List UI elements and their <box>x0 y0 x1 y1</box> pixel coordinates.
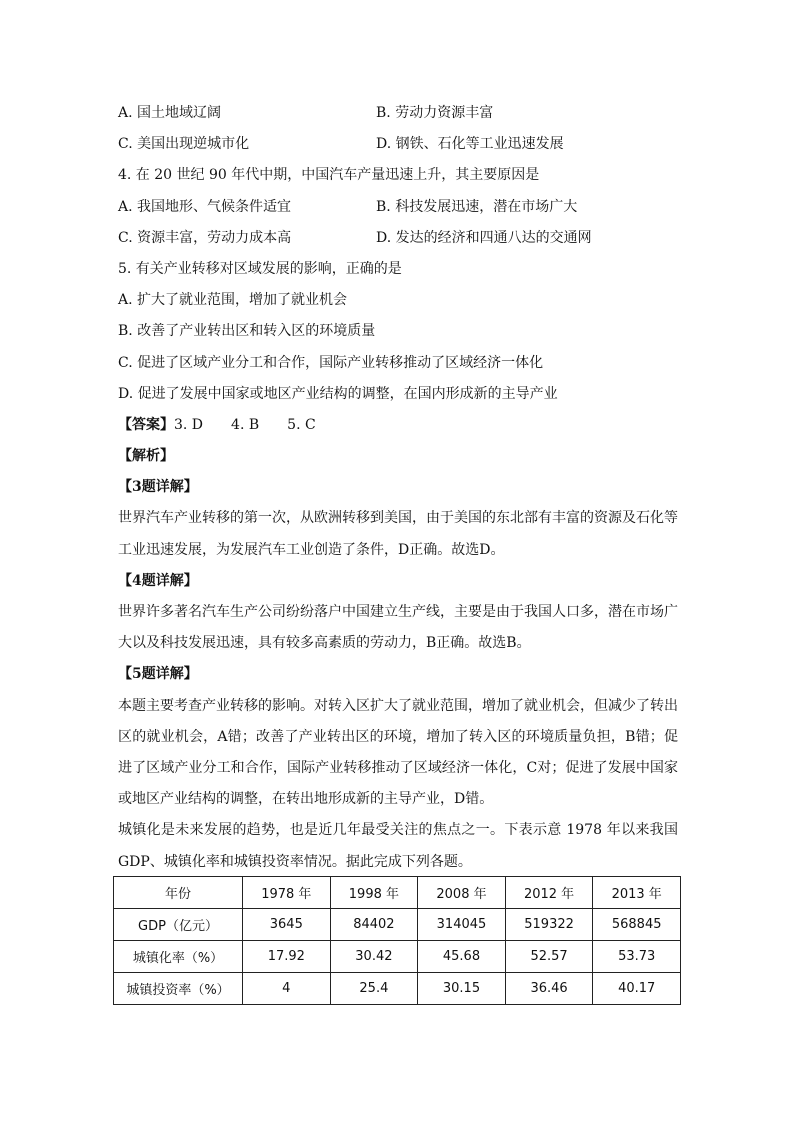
q4-stem: 4. 在 20 世纪 90 年代中期，中国汽车产量迅速上升，其主要原因是 <box>118 167 540 184</box>
q4-option-b: B. 科技发展迅速，潜在市场广大 <box>376 198 578 215</box>
table-cell: 568845 <box>593 909 681 941</box>
answer-line <box>118 410 684 441</box>
document-page <box>118 98 684 878</box>
table-row <box>114 941 681 973</box>
table-cell: GDP（亿元） <box>114 909 243 941</box>
q3-options-row-2 <box>118 129 684 160</box>
q5-option-a: A. 扩大了就业范围，增加了就业机会 <box>118 292 348 309</box>
table-cell: 53.73 <box>593 941 681 973</box>
detail-3-label: 【3题详解】 <box>118 479 198 496</box>
table-cell: 30.42 <box>330 941 418 973</box>
table-cell: 25.4 <box>330 973 418 1005</box>
table-cell: 36.46 <box>505 973 593 1005</box>
table-row <box>114 909 681 941</box>
q4-options-row-2 <box>118 223 684 254</box>
q5-option-c: C. 促进了区域产业分工和合作，国际产业转移推动了区域经济一体化 <box>118 354 544 371</box>
detail-5-text: 本题主要考查产业转移的影响。对转入区扩大了就业范围，增加了就业机会，但减少了转出区的就业机会，A错；改善了产业转出区的环境，增加了转入区的环境质量负担，B错；促进了区域产业分工和合作，国际产业转移推动了区域经济一体化，C对；促进了发展中国家或地区产业结构的调整，在转出地形成新的主导产业，D错。 <box>118 697 678 808</box>
q5-stem: 5. 有关产业转移对区域发展的影响，正确的是 <box>118 260 402 277</box>
detail-4-text: 世界许多著名汽车生产公司纷纷落户中国建立生产线，主要是由于我国人口多，潜在市场广大以及科技发展迅速，具有较多高素质的劳动力，B正确。故选B。 <box>118 604 678 652</box>
table-cell: 84402 <box>330 909 418 941</box>
answer-5: 5. C <box>287 416 316 433</box>
table-cell: 519322 <box>505 909 593 941</box>
q5-option-d: D. 促进了发展中国家或地区产业结构的调整，在国内形成新的主导产业 <box>118 385 558 402</box>
table-cell: 4 <box>243 973 331 1005</box>
table-cell: 30.15 <box>418 973 506 1005</box>
q4-option-c: C. 资源丰富，劳动力成本高 <box>118 229 292 246</box>
table-cell: 314045 <box>418 909 506 941</box>
q3-option-c: C. 美国出现逆城市化 <box>118 136 250 153</box>
data-table <box>113 876 681 1005</box>
q3-option-b: B. 劳动力资源丰富 <box>376 105 494 121</box>
table-cell: 40.17 <box>593 973 681 1005</box>
table-cell: 17.92 <box>243 941 331 973</box>
table-cell: 2013 年 <box>593 877 681 909</box>
intro-paragraph: 城镇化是未来发展的趋势，也是近几年最受关注的焦点之一。下表示意 1978 年以来我国GDP、城镇化率和城镇投资率情况。据此完成下列各题。 <box>118 822 678 870</box>
table-cell: 城镇化率（%） <box>114 941 243 973</box>
detail-5-label: 【5题详解】 <box>118 666 198 683</box>
q5-option-b: B. 改善了产业转出区和转入区的环境质量 <box>118 323 376 340</box>
table-header-row <box>114 877 681 909</box>
q4-option-d: D. 发达的经济和四通八达的交通网 <box>376 229 592 246</box>
table-cell: 2012 年 <box>505 877 593 909</box>
detail-3-text: 世界汽车产业转移的第一次，从欧洲转移到美国，由于美国的东北部有丰富的资源及石化等工业迅速发展，为发展汽车工业创造了条件，D正确。故选D。 <box>118 510 678 558</box>
q4-options-row-1 <box>118 192 684 223</box>
table-cell: 城镇投资率（%） <box>114 973 243 1005</box>
answer-3: 3. D <box>174 416 204 433</box>
table-cell: 52.57 <box>505 941 593 973</box>
q3-options-row-1 <box>118 98 684 129</box>
answer-label: 【答案】 <box>118 416 174 433</box>
detail-4-label: 【4题详解】 <box>118 572 198 589</box>
q4-option-a: A. 我国地形、气候条件适宜 <box>118 198 292 215</box>
table-cell: 年份 <box>114 877 243 909</box>
table-row <box>114 973 681 1005</box>
table-cell: 45.68 <box>418 941 506 973</box>
table-cell: 1998 年 <box>330 877 418 909</box>
analysis-label: 【解析】 <box>118 448 174 465</box>
table-cell: 3645 <box>243 909 331 941</box>
q3-option-a: A. 国土地域辽阔 <box>118 105 222 121</box>
table-cell: 2008 年 <box>418 877 506 909</box>
q3-option-d: D. 钢铁、石化等工业迅速发展 <box>376 136 564 153</box>
answer-4: 4. B <box>231 416 260 433</box>
table-cell: 1978 年 <box>243 877 331 909</box>
